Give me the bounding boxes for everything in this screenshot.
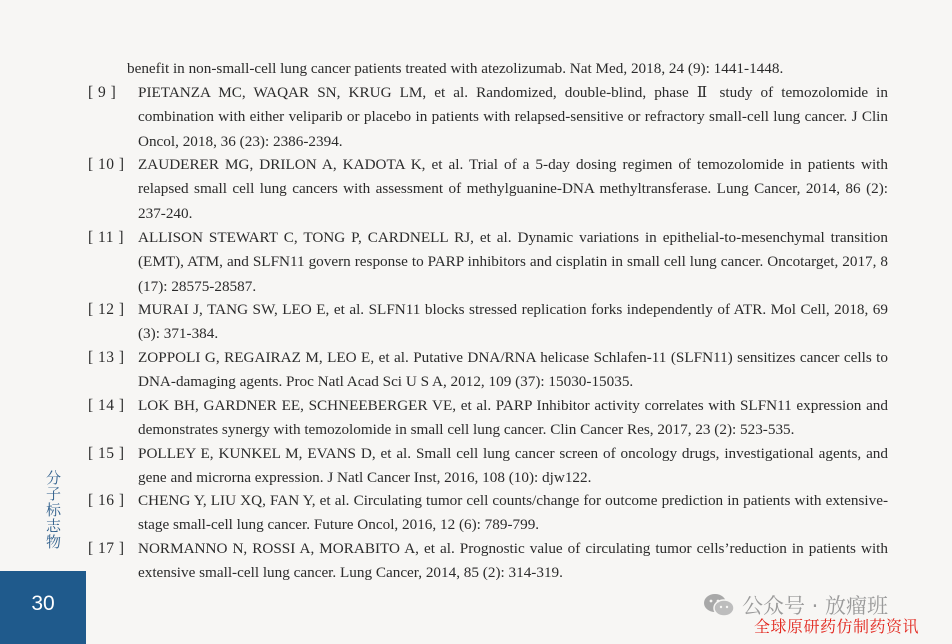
reference-text: ZOPPOLI G, REGAIRAZ M, LEO E, et al. Putative DNA/RNA helicase Schlafen-11 (SLFN11) sensitizes cancer cells to DNA-damaging agents. Proc Natl Acad Sci U S A, 2012, 109 (37): 15030-15035. <box>138 349 888 391</box>
section-side-title: 分子标志物 <box>44 470 62 550</box>
reference-text: NORMANNO N, ROSSI A, MORABITO A, et al. Prognostic value of circulating tumor cells’reduction in patients with extensive small-cell lung cancer. Lung Cancer, 2014, 85 (2): 314-319. <box>138 540 888 582</box>
reference-number: [ 15 ] <box>88 445 125 462</box>
reference-number: [ 10 ] <box>88 156 125 173</box>
page-number: 30 <box>31 592 55 615</box>
reference-number: [ 11 ] <box>88 229 124 246</box>
reference-number: [ 13 ] <box>88 349 125 366</box>
reference-text: CHENG Y, LIU XQ, FAN Y, et al. Circulating tumor cell counts/change for outcome prediction in patients with extensive-stage small-cell lung cancer. Future Oncol, 2016, 12 (6): 789-799. <box>138 492 888 534</box>
page-number-tab <box>0 571 86 644</box>
reference-text: PIETANZA MC, WAQAR SN, KRUG LM, et al. Randomized, double-blind, phase Ⅱ study of temozolomide in combination with either veliparib or placebo in patients with relapsed-sensitive or refractory small-cell lung cancer. J Clin Oncol, 2018, 36 (23): 2386-2394. <box>138 84 888 150</box>
reference-text: ZAUDERER MG, DRILON A, KADOTA K, et al. Trial of a 5-day dosing regimen of temozolomide in patients with relapsed small cell lung cancers with assessment of methylguanine-DNA methyltransferase. Lung Cancer, 2014, 86 (2): 237-240. <box>138 156 888 222</box>
reference-number: [ 14 ] <box>88 397 125 414</box>
watermark-slogan: 全球原研药仿制药资讯 <box>754 617 920 636</box>
reference-text: benefit in non-small-cell lung cancer patients treated with atezolizumab. Nat Med, 2018, 24 (9): 1441-1448. <box>127 60 784 77</box>
reference-text: LOK BH, GARDNER EE, SCHNEEBERGER VE, et al. PARP Inhibitor activity correlates with SLFN11 expression and demonstrates synergy with temozolomide in small cell lung cancer. Clin Cancer Res, 2017, 23 (2): 523-535. <box>138 397 888 439</box>
reference-number: [ 17 ] <box>88 540 125 557</box>
reference-number: [ 12 ] <box>88 301 125 318</box>
wechat-icon <box>702 592 736 618</box>
reference-number: [ 9 ] <box>88 84 117 101</box>
reference-text: POLLEY E, KUNKEL M, EVANS D, et al. Small cell lung cancer screen of oncology drugs, investigational agents, and gene and microrna expression. J Natl Cancer Inst, 2016, 108 (10): djw122. <box>138 445 888 487</box>
watermark-account-text: 公众号 · 放瘤班 <box>742 594 889 618</box>
reference-number: [ 16 ] <box>88 492 125 509</box>
reference-text: ALLISON STEWART C, TONG P, CARDNELL RJ, et al. Dynamic variations in epithelial-to-mesenchymal transition (EMT), ATM, and SLFN11 govern response to PARP inhibitors and cisplatin in small cell lung cancer. Oncotarget, 2017, 8 (17): 28575-28587. <box>138 229 888 295</box>
reference-text: MURAI J, TANG SW, LEO E, et al. SLFN11 blocks stressed replication forks independently of ATR. Mol Cell, 2018, 69 (3): 371-384. <box>138 301 888 343</box>
